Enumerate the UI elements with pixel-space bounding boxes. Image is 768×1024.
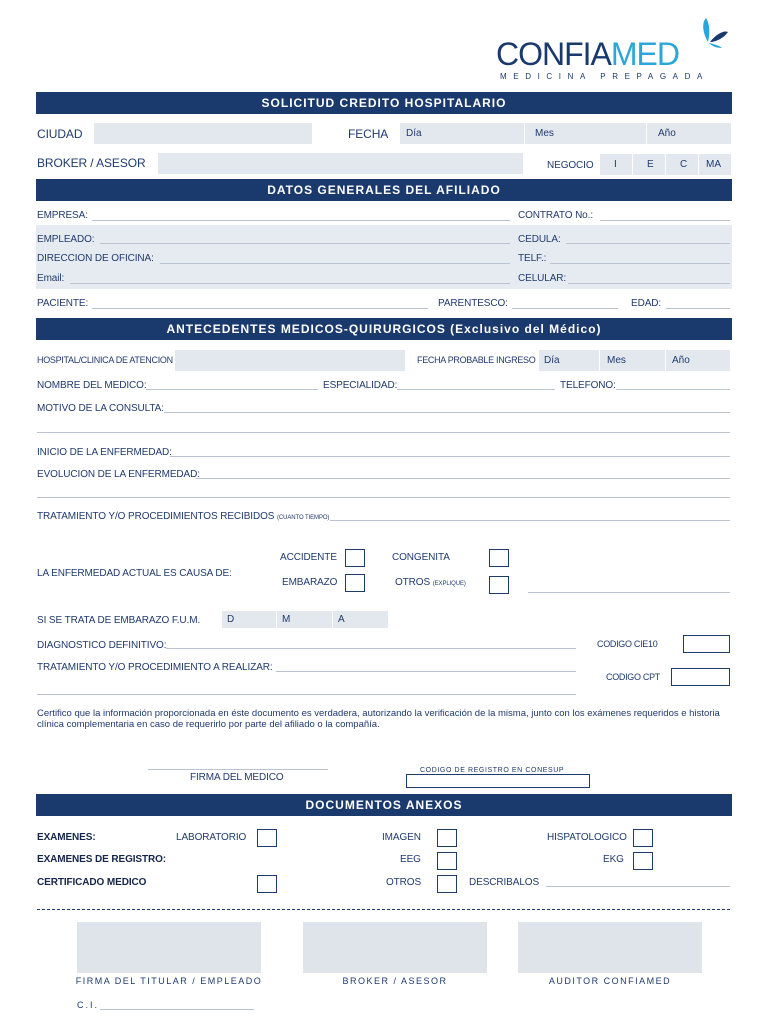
negocio-opt[interactable]: C bbox=[680, 159, 688, 170]
logo-brand-confia: CONFIA bbox=[496, 36, 611, 72]
fecha-label: FECHA bbox=[348, 127, 389, 141]
diagnostico-label: DIAGNOSTICO DEFINITIVO: bbox=[37, 640, 167, 651]
ingreso-sep bbox=[599, 350, 600, 371]
medico-line[interactable] bbox=[146, 389, 318, 390]
fecha-mes: Mes bbox=[535, 128, 554, 139]
imagen-checkbox[interactable] bbox=[437, 829, 457, 847]
contrato-line[interactable] bbox=[600, 220, 730, 221]
motivo-line[interactable] bbox=[164, 412, 730, 413]
motivo-line-2[interactable] bbox=[37, 432, 730, 433]
negocio-sep bbox=[698, 154, 699, 175]
cedula-line[interactable] bbox=[566, 243, 730, 244]
otros-causa-checkbox[interactable] bbox=[489, 576, 509, 594]
firma-titular-box[interactable] bbox=[77, 922, 261, 973]
ci-label: C.I. bbox=[77, 1000, 100, 1010]
broker-label: BROKER / ASESOR bbox=[37, 156, 146, 170]
direccion-label: DIRECCION DE OFICINA: bbox=[37, 253, 154, 264]
certificado-label: CERTIFICADO MEDICO bbox=[37, 877, 147, 888]
examenes-registro-label: EXAMENES DE REGISTRO: bbox=[37, 854, 167, 865]
accidente-checkbox[interactable] bbox=[345, 549, 365, 567]
tratamiento-realizar-line[interactable] bbox=[276, 671, 576, 672]
imagen-label: IMAGEN bbox=[382, 832, 421, 843]
tratamiento-text: TRATAMIENTO Y/O PROCEDIMIENTOS RECIBIDOS bbox=[37, 511, 275, 522]
ingreso-sep bbox=[665, 350, 666, 371]
congenita-label: CONGENITA bbox=[392, 552, 450, 563]
fum-sep bbox=[332, 611, 333, 628]
ciudad-field[interactable] bbox=[94, 123, 312, 144]
fum-sep bbox=[276, 611, 277, 628]
ingreso-ano: Año bbox=[672, 355, 690, 366]
inicio-line[interactable] bbox=[170, 456, 730, 457]
embarazo-checkbox[interactable] bbox=[345, 574, 365, 592]
negocio-label: NEGOCIO bbox=[547, 160, 594, 171]
empresa-line[interactable] bbox=[92, 220, 510, 221]
butterfly-icon bbox=[694, 16, 730, 48]
fecha-dia: Día bbox=[406, 128, 422, 139]
describalos-line[interactable] bbox=[546, 886, 730, 887]
otros-causa-label bbox=[395, 577, 466, 588]
tratamiento-line[interactable] bbox=[330, 520, 730, 521]
fum-m: M bbox=[282, 614, 291, 625]
fum-d: D bbox=[227, 614, 235, 625]
certificado-checkbox[interactable] bbox=[257, 875, 277, 893]
firma-medico-label: FIRMA DEL MEDICO bbox=[190, 772, 284, 783]
otros-doc-checkbox[interactable] bbox=[437, 875, 457, 893]
cpt-box[interactable] bbox=[671, 668, 730, 686]
medico-label: NOMBRE DEL MEDICO: bbox=[37, 380, 147, 391]
ingreso-dia: Día bbox=[544, 355, 560, 366]
firma-broker-label: BROKER / ASESOR bbox=[342, 976, 448, 986]
cuanto-tiempo-text: (CUANTO TIEMPO) bbox=[277, 515, 330, 521]
hispatologico-checkbox[interactable] bbox=[633, 829, 653, 847]
eeg-label: EEG bbox=[400, 854, 421, 865]
empresa-label: EMPRESA: bbox=[37, 210, 88, 221]
header-datos: DATOS GENERALES DEL AFILIADO bbox=[36, 179, 732, 201]
telefono-line[interactable] bbox=[616, 389, 730, 390]
cedula-label: CEDULA: bbox=[518, 234, 561, 245]
otros-doc-label: OTROS bbox=[386, 877, 422, 888]
header-solicitud: SOLICITUD CREDITO HOSPITALARIO bbox=[36, 92, 732, 114]
tratamiento-realizar-line-2[interactable] bbox=[37, 694, 576, 695]
describalos-label: DESCRIBALOS bbox=[469, 877, 540, 888]
tratamiento-label bbox=[37, 511, 329, 522]
telf-label: TELF.: bbox=[518, 253, 547, 264]
fecha-ano: Año bbox=[658, 128, 676, 139]
laboratorio-label: LABORATORIO bbox=[176, 832, 247, 843]
ekg-checkbox[interactable] bbox=[633, 852, 653, 870]
contrato-label: CONTRATO No.: bbox=[518, 210, 594, 221]
negocio-field bbox=[600, 154, 731, 175]
evolucion-label: EVOLUCION DE LA ENFERMEDAD: bbox=[37, 469, 200, 480]
negocio-opt[interactable]: E bbox=[647, 159, 654, 170]
parentesco-label: PARENTESCO: bbox=[438, 298, 508, 309]
negocio-opt[interactable]: MA bbox=[706, 159, 721, 170]
fum-field[interactable] bbox=[222, 611, 388, 628]
fecha-sep bbox=[524, 123, 525, 144]
edad-label: EDAD: bbox=[631, 298, 662, 309]
tratamiento-realizar-label: TRATAMIENTO Y/O PROCEDIMIENTO A REALIZAR: bbox=[37, 662, 273, 673]
firma-broker-box[interactable] bbox=[303, 922, 487, 973]
congenita-checkbox[interactable] bbox=[489, 549, 509, 567]
codigo-registro-label: CODIGO DE REGISTRO EN CONESUP bbox=[420, 767, 565, 774]
diagnostico-line[interactable] bbox=[166, 648, 576, 649]
explique-text: (EXPLIQUE) bbox=[432, 581, 466, 587]
codigo-registro-box[interactable] bbox=[406, 774, 590, 788]
paciente-label: PACIENTE: bbox=[37, 298, 89, 309]
email-label: Email: bbox=[37, 273, 65, 284]
cie10-box[interactable] bbox=[683, 635, 730, 653]
empleado-line[interactable] bbox=[100, 243, 510, 244]
broker-field[interactable] bbox=[158, 153, 523, 174]
laboratorio-checkbox[interactable] bbox=[257, 829, 277, 847]
fecha-ingreso-field[interactable] bbox=[539, 350, 730, 371]
eeg-checkbox[interactable] bbox=[437, 852, 457, 870]
accidente-label: ACCIDENTE bbox=[280, 552, 337, 563]
ingreso-mes: Mes bbox=[607, 355, 626, 366]
empleado-label: EMPLEADO: bbox=[37, 234, 95, 245]
fecha-sep bbox=[646, 123, 647, 144]
motivo-label: MOTIVO DE LA CONSULTA: bbox=[37, 403, 164, 414]
cpt-label: CODIGO CPT bbox=[606, 672, 661, 682]
ekg-label: EKG bbox=[603, 854, 624, 865]
email-line[interactable] bbox=[70, 283, 510, 284]
dashed-divider bbox=[37, 909, 730, 910]
fum-label: SI SE TRATA DE EMBARAZO F.U.M. bbox=[37, 615, 201, 626]
fecha-ingreso-label: FECHA PROBABLE INGRESO bbox=[417, 355, 536, 365]
direccion-line[interactable] bbox=[160, 263, 510, 264]
negocio-sep bbox=[632, 154, 633, 175]
fecha-field[interactable] bbox=[400, 123, 731, 144]
firma-auditor-box[interactable] bbox=[518, 922, 702, 973]
logo bbox=[496, 16, 736, 82]
examenes-label: EXAMENES: bbox=[37, 832, 96, 843]
hospital-label: HOSPITAL/CLINICA DE ATENCION bbox=[37, 355, 173, 365]
logo-tagline: MEDICINA PREPAGADA bbox=[500, 72, 709, 81]
firma-auditor-label: AUDITOR CONFIAMED bbox=[548, 976, 672, 986]
causa-label: LA ENFERMEDAD ACTUAL ES CAUSA DE: bbox=[37, 568, 232, 579]
hospital-field[interactable] bbox=[175, 350, 405, 371]
celular-line[interactable] bbox=[568, 283, 730, 284]
ci-line[interactable] bbox=[100, 1009, 254, 1010]
logo-wordmark bbox=[496, 38, 679, 70]
cie10-label: CODIGO CIE10 bbox=[597, 639, 658, 649]
telf-line[interactable] bbox=[550, 263, 730, 264]
header-antecedentes: ANTECEDENTES MEDICOS-QUIRURGICOS (Exclusivo del Médico) bbox=[36, 318, 732, 340]
celular-label: CELULAR: bbox=[518, 273, 567, 284]
otros-text: OTROS bbox=[395, 577, 431, 588]
especialidad-line[interactable] bbox=[397, 389, 555, 390]
logo-brand-med: MED bbox=[610, 36, 679, 72]
negocio-sep bbox=[665, 154, 666, 175]
otros-explique-line[interactable] bbox=[528, 592, 730, 593]
evolucion-line[interactable] bbox=[196, 478, 730, 479]
parentesco-line[interactable] bbox=[512, 308, 618, 309]
ciudad-label: CIUDAD bbox=[37, 127, 83, 141]
certification-text: Certifico que la información proporcionada en éste documento es verdadera, autorizando la verificación de la misma, junto con los exámenes requeridos e historia clínica complementaria en caso de requerirlo por parte del afiliado o la compañía. bbox=[37, 708, 720, 730]
edad-line[interactable] bbox=[666, 308, 730, 309]
paciente-line[interactable] bbox=[92, 308, 428, 309]
embarazo-label: EMBARAZO bbox=[282, 577, 338, 588]
fum-a: A bbox=[338, 614, 345, 625]
firma-titular-label: FIRMA DEL TITULAR / EMPLEADO bbox=[75, 976, 263, 986]
header-documentos: DOCUMENTOS ANEXOS bbox=[36, 794, 732, 816]
evolucion-line-2[interactable] bbox=[37, 497, 730, 498]
negocio-opt[interactable]: I bbox=[614, 159, 617, 170]
especialidad-label: ESPECIALIDAD: bbox=[323, 380, 398, 391]
firma-medico-line[interactable] bbox=[148, 769, 328, 770]
inicio-label: INICIO DE LA ENFERMEDAD: bbox=[37, 447, 172, 458]
telefono-label: TELEFONO: bbox=[560, 380, 616, 391]
hispatologico-label: HISPATOLOGICO bbox=[547, 832, 627, 843]
